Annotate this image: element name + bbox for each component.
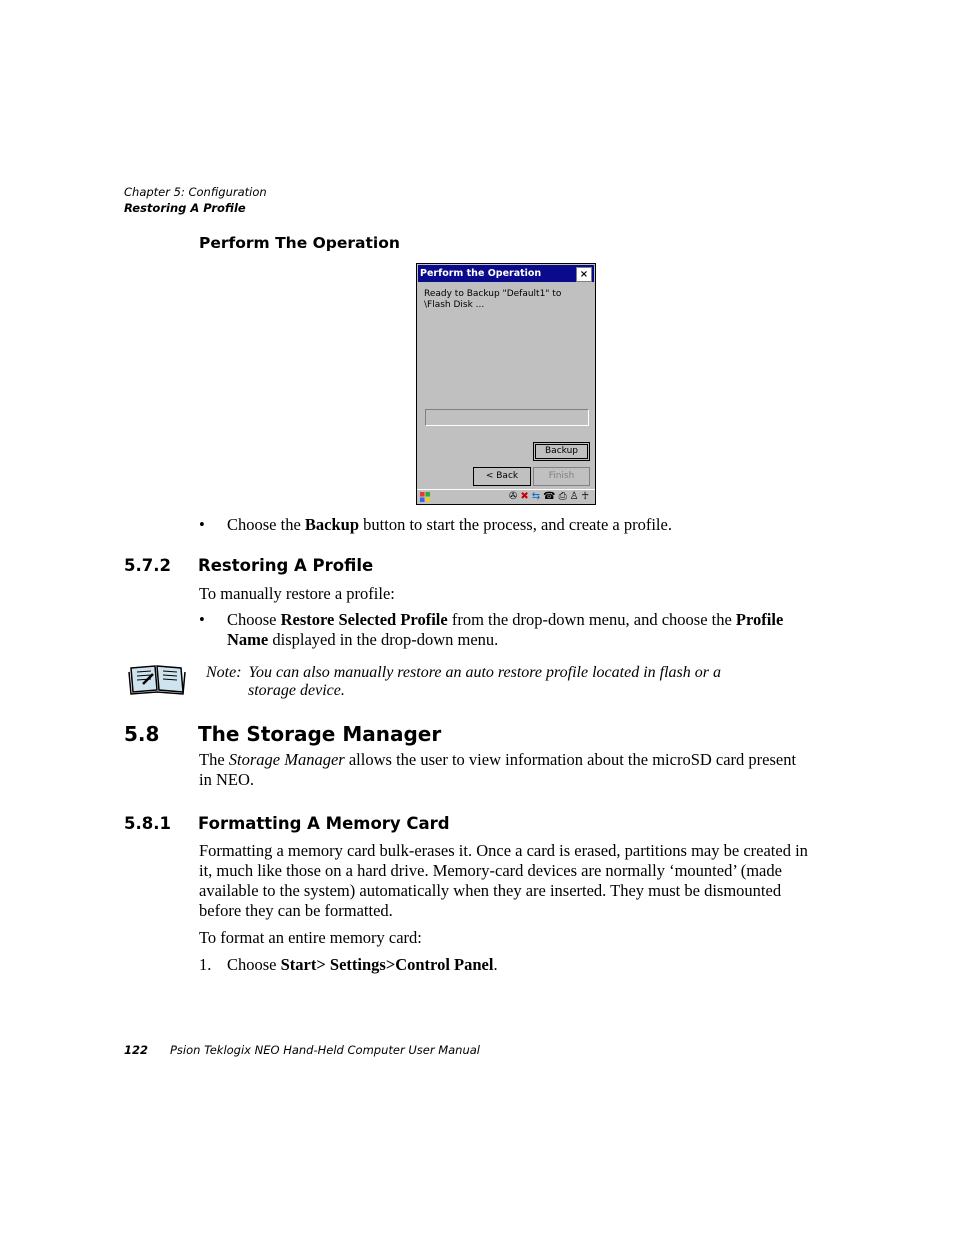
tray-icon[interactable]: ☎ [543,491,556,502]
para-text: allows the user to view information about the microSD card present [344,750,797,769]
windows-start-icon[interactable] [420,492,430,502]
tray-icon[interactable]: ⇆ [531,491,541,502]
bullet-text: Choose [227,610,281,629]
page-number: 122 [124,1043,149,1057]
note [206,663,721,683]
tray-icon[interactable]: ⎙ [558,491,567,502]
backup-button[interactable]: Backup [533,442,590,461]
formatting-paragraph [199,841,839,921]
step-text: Choose [227,955,281,974]
bullet-marker: • [199,515,205,534]
storage-manager-paragraph [199,750,819,790]
para-text: in NEO. [199,770,254,789]
bullet-text: displayed in the drop-down menu. [268,630,499,649]
section-number-58: 5.8 [124,722,160,746]
running-header-section: Restoring A Profile [124,201,246,215]
back-button[interactable]: < Back [473,467,531,486]
para-line: Formatting a memory card bulk-erases it. Once a card is erased, partitions may be created in [199,841,808,860]
step-bold: Start> Settings>Control Panel [280,955,494,974]
tray-icon[interactable]: ☥ [581,491,589,502]
para-italic: Storage Manager [228,750,345,769]
restore-intro: To manually restore a profile: [199,584,395,603]
section-title-58: The Storage Manager [198,722,442,746]
note-text: You can also manually restore an auto restore profile located in flash or a [248,664,721,681]
section-number-572: 5.7.2 [124,556,171,575]
running-header-chapter: Chapter 5: Configuration [124,185,267,199]
para-text: The [199,750,229,769]
finish-button[interactable]: Finish [533,467,590,486]
progress-bar [425,409,589,426]
note-text-line2: storage device. [248,682,345,699]
para-line: available to the system) automatically when they are inserted. They must be dismounted [199,881,782,900]
tray-icon[interactable]: ♙ [569,491,579,502]
bullet-restore [199,610,847,650]
para-line: before they can be formatted. [199,901,393,920]
bullet-text: from the drop-down menu, and choose the [447,610,736,629]
section-title-572: Restoring A Profile [198,556,374,575]
section-number-581: 5.8.1 [124,814,171,833]
section-title-581: Formatting A Memory Card [198,814,450,833]
bullet-bold: Profile [735,610,784,629]
dialog-title: Perform the Operation [420,268,542,279]
step-text: . [493,955,498,974]
bullet-bold: Name [227,630,269,649]
perform-operation-dialog [416,263,596,505]
book-icon [127,662,187,696]
note-label: Note: [206,664,242,681]
bullet-marker: • [199,610,205,629]
step-number: 1. [199,955,212,974]
bullet-text: Choose the [227,515,305,534]
dialog-message: Ready to Backup "Default1" to \Flash Disk ... [424,289,562,310]
bullet-bold: Backup [304,515,360,534]
bullet-backup [199,515,847,535]
taskbar [417,489,595,504]
close-icon[interactable]: × [576,267,592,282]
para-line: it, much like those on a hard drive. Memory-card devices are normally ‘mounted’ (made [199,861,782,880]
system-tray [509,490,592,504]
perform-operation-heading: Perform The Operation [199,234,400,252]
bullet-bold: Restore Selected Profile [280,610,448,629]
format-intro: To format an entire memory card: [199,928,422,947]
bullet-text: button to start the process, and create a profile. [359,515,672,534]
dialog-title-bar [418,265,594,282]
tray-icon[interactable]: ✖ [520,491,529,502]
footer-title: Psion Teklogix NEO Hand-Held Computer User Manual [170,1043,480,1057]
tray-icon[interactable]: ✇ [508,491,518,502]
step-1 [199,955,827,975]
